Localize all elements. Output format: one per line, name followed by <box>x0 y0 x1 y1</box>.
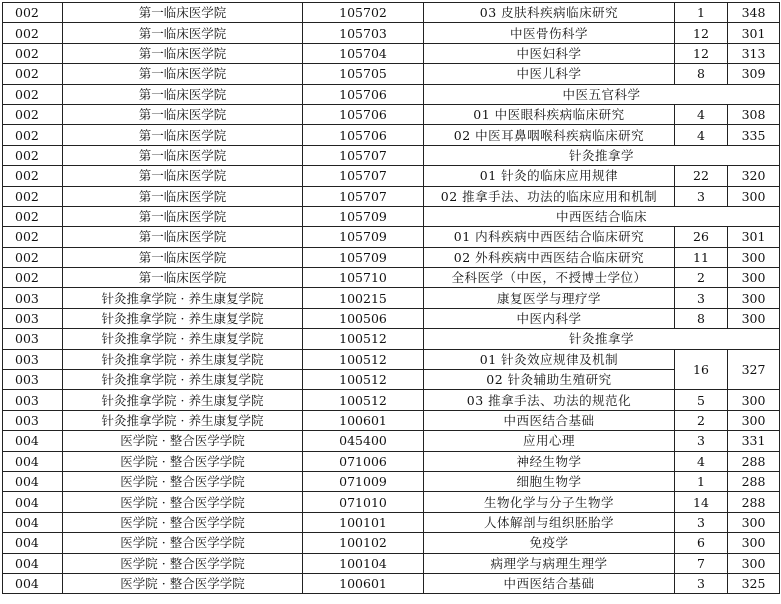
quota-cell: 3 <box>675 288 728 308</box>
unit-code-cell: 004 <box>3 533 63 553</box>
table-row <box>3 288 780 308</box>
major-code-cell: 071009 <box>303 471 424 491</box>
school-name-cell: 针灸推拿学院 · 养生康复学院 <box>63 370 303 390</box>
unit-code-cell: 004 <box>3 573 63 593</box>
major-code-cell: 100512 <box>303 390 424 410</box>
major-code-cell: 071010 <box>303 492 424 512</box>
major-code-cell: 100601 <box>303 573 424 593</box>
table-row <box>3 166 780 186</box>
score-cell: 300 <box>728 247 780 267</box>
school-name-cell: 针灸推拿学院 · 养生康复学院 <box>63 288 303 308</box>
major-code-cell: 045400 <box>303 431 424 451</box>
school-name-cell: 第一临床医学院 <box>63 104 303 124</box>
school-name-cell: 第一临床医学院 <box>63 206 303 226</box>
quota-cell: 8 <box>675 64 728 84</box>
table-row <box>3 268 780 288</box>
unit-code-cell: 002 <box>3 145 63 165</box>
table-row <box>3 349 780 369</box>
direction-cell: 中西医结合临床 <box>424 206 780 226</box>
score-cell: 300 <box>728 553 780 573</box>
unit-code-cell: 003 <box>3 410 63 430</box>
direction-cell: 中医五官科学 <box>424 84 780 104</box>
school-name-cell: 第一临床医学院 <box>63 23 303 43</box>
direction-cell: 康复医学与理疗学 <box>424 288 675 308</box>
table-row <box>3 247 780 267</box>
unit-code-cell: 004 <box>3 492 63 512</box>
score-cell: 300 <box>728 533 780 553</box>
direction-cell: 神经生物学 <box>424 451 675 471</box>
major-code-cell: 100215 <box>303 288 424 308</box>
table-body <box>3 3 780 594</box>
major-code-cell: 105704 <box>303 43 424 63</box>
school-name-cell: 第一临床医学院 <box>63 43 303 63</box>
unit-code-cell: 004 <box>3 431 63 451</box>
quota-cell: 5 <box>675 390 728 410</box>
major-code-cell: 100512 <box>303 370 424 390</box>
school-name-cell: 医学院 · 整合医学学院 <box>63 512 303 532</box>
score-cell: 348 <box>728 3 780 23</box>
quota-cell: 4 <box>675 104 728 124</box>
unit-code-cell: 003 <box>3 370 63 390</box>
school-name-cell: 针灸推拿学院 · 养生康复学院 <box>63 349 303 369</box>
major-code-cell: 105709 <box>303 247 424 267</box>
table-row <box>3 431 780 451</box>
score-cell: 300 <box>728 308 780 328</box>
unit-code-cell: 003 <box>3 288 63 308</box>
direction-cell: 03 推拿手法、功法的规范化 <box>424 390 675 410</box>
table-row <box>3 84 780 104</box>
major-code-cell: 105706 <box>303 84 424 104</box>
quota-cell: 1 <box>675 3 728 23</box>
unit-code-cell: 002 <box>3 43 63 63</box>
direction-cell: 中医儿科学 <box>424 64 675 84</box>
table-row <box>3 104 780 124</box>
table-row <box>3 410 780 430</box>
score-cell: 300 <box>728 390 780 410</box>
school-name-cell: 第一临床医学院 <box>63 125 303 145</box>
quota-cell: 12 <box>675 43 728 63</box>
major-code-cell: 100101 <box>303 512 424 532</box>
score-cell: 308 <box>728 104 780 124</box>
quota-cell: 2 <box>675 410 728 430</box>
major-code-cell: 105705 <box>303 64 424 84</box>
unit-code-cell: 002 <box>3 84 63 104</box>
major-code-cell: 071006 <box>303 451 424 471</box>
direction-cell: 人体解剖与组织胚胎学 <box>424 512 675 532</box>
score-cell: 313 <box>728 43 780 63</box>
quota-cell: 26 <box>675 227 728 247</box>
quota-cell: 4 <box>675 125 728 145</box>
major-code-cell: 105707 <box>303 145 424 165</box>
quota-cell: 2 <box>675 268 728 288</box>
table-row <box>3 512 780 532</box>
school-name-cell: 针灸推拿学院 · 养生康复学院 <box>63 410 303 430</box>
school-name-cell: 医学院 · 整合医学学院 <box>63 431 303 451</box>
quota-cell: 7 <box>675 553 728 573</box>
direction-cell: 中西医结合基础 <box>424 410 675 430</box>
school-name-cell: 针灸推拿学院 · 养生康复学院 <box>63 390 303 410</box>
score-cell: 309 <box>728 64 780 84</box>
table-row <box>3 3 780 23</box>
unit-code-cell: 002 <box>3 227 63 247</box>
direction-cell: 03 皮肤科疾病临床研究 <box>424 3 675 23</box>
table-row <box>3 227 780 247</box>
school-name-cell: 第一临床医学院 <box>63 145 303 165</box>
direction-cell: 01 针灸的临床应用规律 <box>424 166 675 186</box>
score-cell: 320 <box>728 166 780 186</box>
table-row <box>3 370 780 390</box>
score-cell: 300 <box>728 410 780 430</box>
school-name-cell: 第一临床医学院 <box>63 247 303 267</box>
unit-code-cell: 003 <box>3 349 63 369</box>
table-row <box>3 23 780 43</box>
school-name-cell: 针灸推拿学院 · 养生康复学院 <box>63 329 303 349</box>
major-code-cell: 100506 <box>303 308 424 328</box>
direction-cell: 01 针灸效应规律及机制 <box>424 349 675 369</box>
quota-cell: 1 <box>675 471 728 491</box>
school-name-cell: 第一临床医学院 <box>63 64 303 84</box>
admission-table <box>2 2 780 594</box>
school-name-cell: 第一临床医学院 <box>63 186 303 206</box>
school-name-cell: 医学院 · 整合医学学院 <box>63 492 303 512</box>
school-name-cell: 医学院 · 整合医学学院 <box>63 573 303 593</box>
school-name-cell: 医学院 · 整合医学学院 <box>63 471 303 491</box>
direction-cell: 02 外科疾病中西医结合临床研究 <box>424 247 675 267</box>
direction-cell: 针灸推拿学 <box>424 145 780 165</box>
table-row <box>3 43 780 63</box>
quota-cell: 16 <box>675 349 728 390</box>
table-row <box>3 64 780 84</box>
school-name-cell: 第一临床医学院 <box>63 268 303 288</box>
quota-cell: 3 <box>675 431 728 451</box>
score-cell: 288 <box>728 451 780 471</box>
score-cell: 300 <box>728 512 780 532</box>
table-row <box>3 186 780 206</box>
unit-code-cell: 004 <box>3 553 63 573</box>
school-name-cell: 医学院 · 整合医学学院 <box>63 533 303 553</box>
direction-cell: 01 内科疾病中西医结合临床研究 <box>424 227 675 247</box>
score-cell: 335 <box>728 125 780 145</box>
school-name-cell: 第一临床医学院 <box>63 166 303 186</box>
table-row <box>3 308 780 328</box>
direction-cell: 应用心理 <box>424 431 675 451</box>
school-name-cell: 医学院 · 整合医学学院 <box>63 553 303 573</box>
unit-code-cell: 002 <box>3 125 63 145</box>
school-name-cell: 医学院 · 整合医学学院 <box>63 451 303 471</box>
quota-cell: 12 <box>675 23 728 43</box>
direction-cell: 生物化学与分子生物学 <box>424 492 675 512</box>
major-code-cell: 100512 <box>303 329 424 349</box>
score-cell: 288 <box>728 471 780 491</box>
unit-code-cell: 004 <box>3 471 63 491</box>
unit-code-cell: 002 <box>3 64 63 84</box>
major-code-cell: 100512 <box>303 349 424 369</box>
unit-code-cell: 003 <box>3 329 63 349</box>
major-code-cell: 105706 <box>303 104 424 124</box>
score-cell: 325 <box>728 573 780 593</box>
unit-code-cell: 002 <box>3 268 63 288</box>
table-row <box>3 492 780 512</box>
table-row <box>3 206 780 226</box>
score-cell: 300 <box>728 186 780 206</box>
major-code-cell: 105703 <box>303 23 424 43</box>
major-code-cell: 105707 <box>303 166 424 186</box>
direction-cell: 01 中医眼科疾病临床研究 <box>424 104 675 124</box>
direction-cell: 中医妇科学 <box>424 43 675 63</box>
table-row <box>3 390 780 410</box>
school-name-cell: 针灸推拿学院 · 养生康复学院 <box>63 308 303 328</box>
major-code-cell: 100102 <box>303 533 424 553</box>
direction-cell: 细胞生物学 <box>424 471 675 491</box>
score-cell: 327 <box>728 349 780 390</box>
table-row <box>3 125 780 145</box>
unit-code-cell: 002 <box>3 166 63 186</box>
unit-code-cell: 002 <box>3 247 63 267</box>
quota-cell: 8 <box>675 308 728 328</box>
unit-code-cell: 002 <box>3 104 63 124</box>
quota-cell: 4 <box>675 451 728 471</box>
unit-code-cell: 004 <box>3 451 63 471</box>
table-row <box>3 573 780 593</box>
score-cell: 301 <box>728 227 780 247</box>
direction-cell: 中医骨伤科学 <box>424 23 675 43</box>
direction-cell: 中医内科学 <box>424 308 675 328</box>
quota-cell: 3 <box>675 573 728 593</box>
direction-cell: 病理学与病理生理学 <box>424 553 675 573</box>
table-row <box>3 553 780 573</box>
unit-code-cell: 003 <box>3 390 63 410</box>
unit-code-cell: 002 <box>3 186 63 206</box>
quota-cell: 22 <box>675 166 728 186</box>
unit-code-cell: 002 <box>3 23 63 43</box>
major-code-cell: 105709 <box>303 227 424 247</box>
score-cell: 300 <box>728 268 780 288</box>
table-row <box>3 533 780 553</box>
unit-code-cell: 002 <box>3 206 63 226</box>
major-code-cell: 100601 <box>303 410 424 430</box>
table-row <box>3 329 780 349</box>
quota-cell: 3 <box>675 186 728 206</box>
school-name-cell: 第一临床医学院 <box>63 227 303 247</box>
direction-cell: 02 针灸辅助生殖研究 <box>424 370 675 390</box>
major-code-cell: 105709 <box>303 206 424 226</box>
table-row <box>3 471 780 491</box>
quota-cell: 3 <box>675 512 728 532</box>
score-cell: 300 <box>728 288 780 308</box>
school-name-cell: 第一临床医学院 <box>63 3 303 23</box>
direction-cell: 全科医学（中医，不授博士学位） <box>424 268 675 288</box>
table-row <box>3 145 780 165</box>
school-name-cell: 第一临床医学院 <box>63 84 303 104</box>
direction-cell: 免疫学 <box>424 533 675 553</box>
score-cell: 301 <box>728 23 780 43</box>
direction-cell: 针灸推拿学 <box>424 329 780 349</box>
direction-cell: 中西医结合基础 <box>424 573 675 593</box>
major-code-cell: 105707 <box>303 186 424 206</box>
major-code-cell: 105706 <box>303 125 424 145</box>
score-cell: 331 <box>728 431 780 451</box>
unit-code-cell: 003 <box>3 308 63 328</box>
quota-cell: 11 <box>675 247 728 267</box>
table-row <box>3 451 780 471</box>
unit-code-cell: 004 <box>3 512 63 532</box>
major-code-cell: 105710 <box>303 268 424 288</box>
major-code-cell: 105702 <box>303 3 424 23</box>
direction-cell: 02 推拿手法、功法的临床应用和机制 <box>424 186 675 206</box>
quota-cell: 6 <box>675 533 728 553</box>
score-cell: 288 <box>728 492 780 512</box>
direction-cell: 02 中医耳鼻咽喉科疾病临床研究 <box>424 125 675 145</box>
unit-code-cell: 002 <box>3 3 63 23</box>
quota-cell: 14 <box>675 492 728 512</box>
major-code-cell: 100104 <box>303 553 424 573</box>
